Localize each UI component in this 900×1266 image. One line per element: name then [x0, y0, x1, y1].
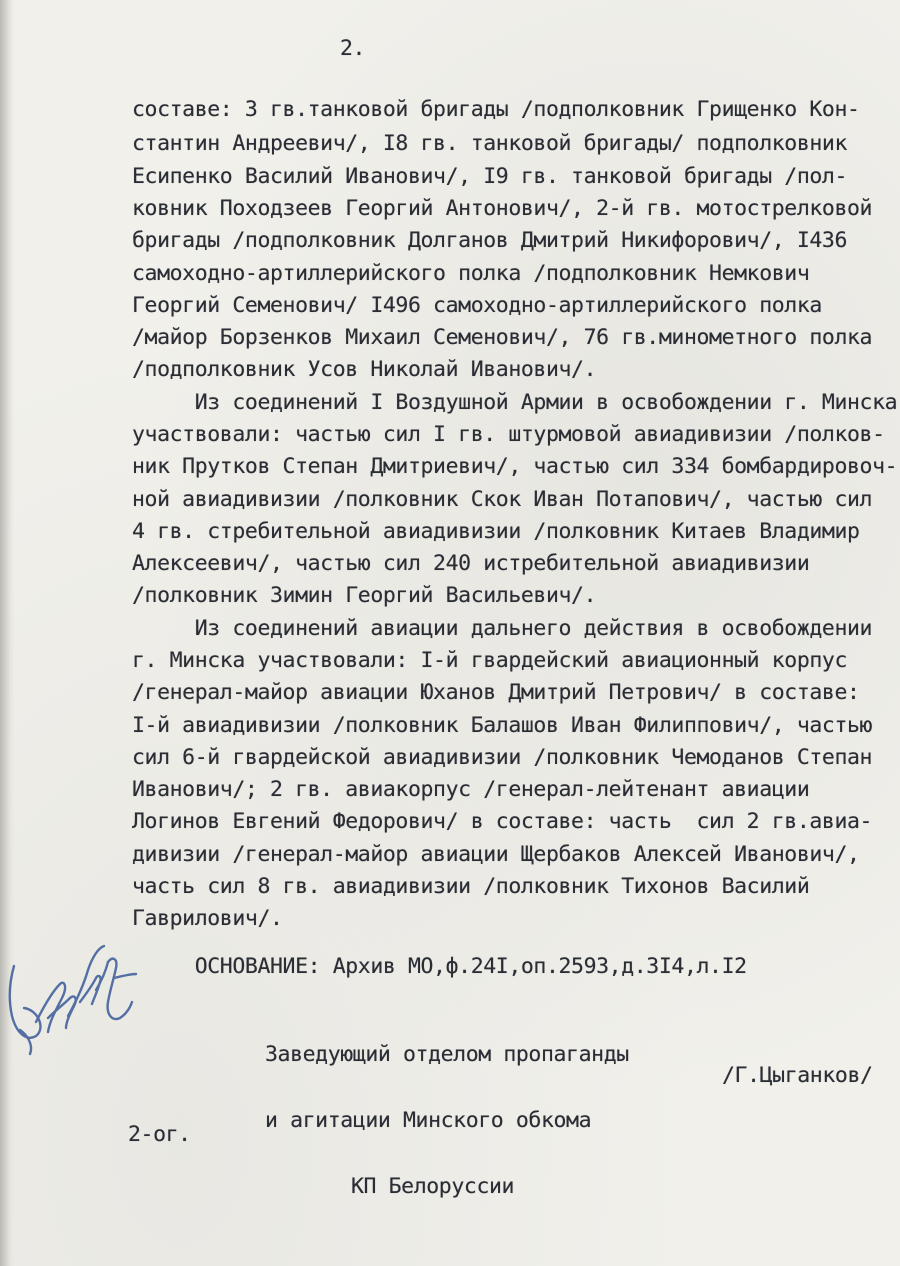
signatory-name: /Г.Цыганков/ [722, 1063, 873, 1088]
body-line: участвовали: частью сил I гв. штурмовой авиадивизии /полков- [132, 422, 885, 447]
body-line: часть сил 8 гв. авиадивизии /полковник Тихонов Василий [132, 874, 810, 899]
body-line: сил 6-й гвардейской авиадивизии /полковник Чемоданов Степан [132, 745, 873, 770]
body-line: Георгий Семенович/ I496 самоходно-артиллерийского полка [132, 293, 822, 318]
signatory-title-line: Заведующий отделом пропаганды [265, 1042, 629, 1067]
body-line: Логинов Евгений Федорович/ в составе: часть сил 2 гв.авиа- [132, 809, 873, 834]
body-line: составе: 3 гв.танковой бригады /подполковник Грищенко Кон- [132, 97, 860, 122]
page-number: 2. [340, 36, 366, 61]
handwritten-signature [0, 918, 150, 1068]
body-line: Иванович/; 2 гв. авиакорпус /генерал-лейтенант авиации [132, 777, 810, 802]
body-line: Из соединений авиации дальнего действия в освобождении [132, 616, 873, 641]
body-line: Из соединений I Воздушной Армии в освобождении г. Минска [132, 390, 898, 415]
body-line: /полковник Зимин Георгий Васильевич/. [132, 583, 597, 608]
body-line: /генерал-майор авиации Юханов Дмитрий Петрович/ в составе: [132, 680, 860, 705]
body-line: Есипенко Василий Иванович/, I9 гв. танковой бригады /пол- [132, 164, 848, 189]
body-line: Алексеевич/, частью сил 240 истребительной авиадивизии [132, 551, 810, 576]
body-line: самоходно-артиллерийского полка /подполковник Немкович [132, 261, 810, 286]
body-line: ник Прутков Степан Дмитриевич/, частью сил 334 бомбардировоч- [132, 454, 898, 479]
signatory-title [265, 1000, 629, 1242]
body-line: I-й авиадивизии /полковник Балашов Иван Филиппович/, частью [132, 713, 873, 738]
body-line: стантин Андреевич/, I8 гв. танковой бригады/ подполковник [132, 131, 848, 156]
footer-code: 2-ог. [128, 1122, 191, 1147]
body-line: /майор Борзенков Михаил Семенович/, 76 гв.минометного полка [132, 325, 873, 350]
page-left-edge [0, 0, 14, 1266]
body-line: бригады /подполковник Долганов Дмитрий Никифорович/, I436 [132, 228, 848, 253]
signatory-title-line: и агитации Минского обкома [265, 1108, 592, 1133]
body-line: Гаврилович/. [132, 906, 283, 931]
body-line: ной авиадивизии /полковник Скок Иван Потапович/, частью сил [132, 487, 873, 512]
body-line: /подполковник Усов Николай Иванович/. [132, 357, 597, 382]
body-line: 4 гв. стребительной авиадивизии /полковник Китаев Владимир [132, 519, 860, 544]
signatory-title-line: КП Белоруссии [351, 1174, 515, 1199]
body-line: ковник Походзеев Георгий Антонович/, 2-й гв. мотострелковой [132, 196, 873, 221]
body-line: дивизии /генерал-майор авиации Щербаков Алексей Иванович/, [132, 842, 860, 867]
archive-basis: ОСНОВАНИЕ: Архив МО,ф.24I,оп.2593,д.3I4,л.I2 [132, 954, 747, 979]
body-line: г. Минска участвовали: I-й гвардейский авиационный корпус [132, 648, 848, 673]
